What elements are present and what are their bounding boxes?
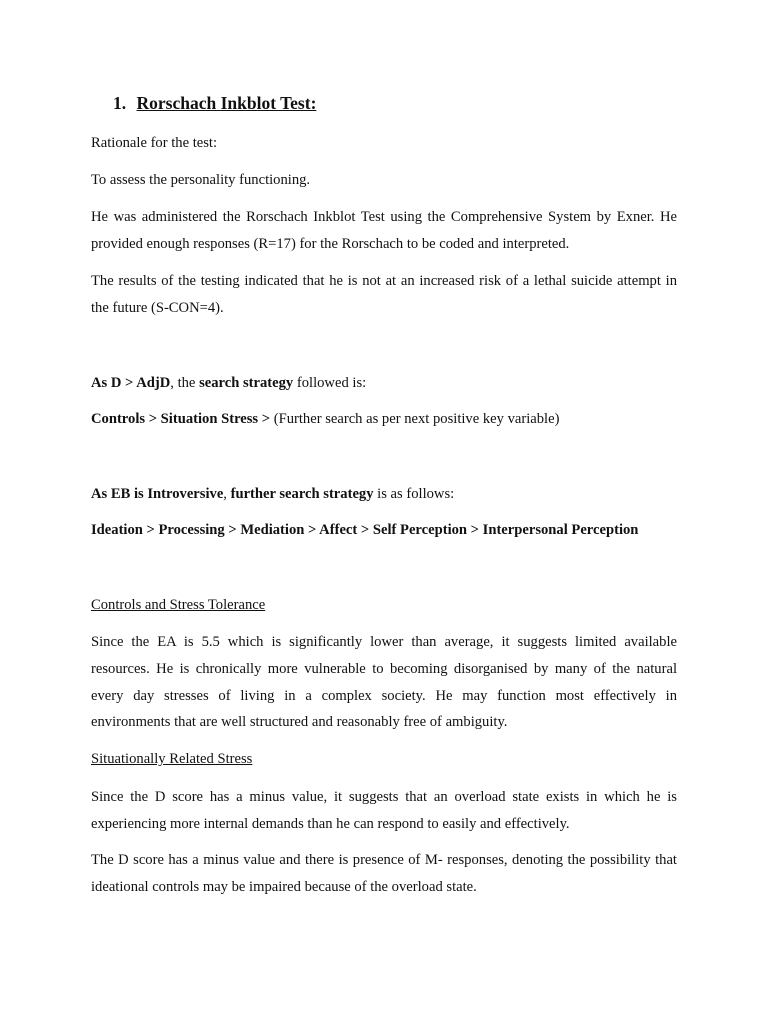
controls-section-title-text: Controls and Stress Tolerance [91, 597, 266, 613]
administration-line-1: He was administered the Rorschach Inkblot Test using the Comprehensive System by Exner. He [91, 209, 677, 225]
situational-section-title [91, 746, 677, 773]
strategy-term: search strategy [199, 375, 294, 391]
situational-para1-line-1: Since the D score has a minus value, it suggests that an overload state exists in which he is [91, 789, 677, 805]
strategy-tail: followed is: [293, 375, 367, 391]
further-strategy-path [91, 517, 677, 544]
heading-title: Rorschach Inkblot Test: [136, 93, 317, 113]
section-heading [113, 93, 316, 114]
controls-line-2: resources. He is chronically more vulnerable to becoming disorganised by many of the natural [91, 661, 677, 677]
further-strategy-tail: is as follows: [373, 486, 455, 502]
situational-section-title-text: Situationally Related Stress [91, 751, 253, 767]
strategy-sep: , the [170, 375, 200, 391]
controls-line-1: Since the EA is 5.5 which is significantly lower than average, it suggests limited available [91, 634, 677, 650]
further-strategy-term: further search strategy [230, 486, 374, 502]
situational-para1-line-2: experiencing more internal demands than he can respond to easily and effectively. [91, 816, 570, 832]
purpose-text: To assess the personality functioning. [91, 172, 311, 188]
further-strategy-condition: As EB is Introversive [91, 486, 224, 502]
rationale-label: Rationale for the test: [91, 135, 218, 151]
further-strategy-intro [91, 481, 677, 508]
strategy-condition: As D > AdjD [91, 375, 171, 391]
controls-line-3: every day stresses of living in a complex society. He may function most effectively in [91, 688, 677, 704]
situational-para2-line-2: ideational controls may be impaired because of the overload state. [91, 879, 477, 895]
further-strategy-sep: , [223, 486, 231, 502]
search-strategy-path [91, 406, 677, 433]
strategy-path-note: (Further search as per next positive key variable) [270, 411, 560, 427]
further-strategy-path-text: Ideation > Processing > Mediation > Affect > Self Perception > Interpersonal Perception [91, 522, 639, 538]
search-strategy-intro [91, 370, 677, 397]
controls-section-title [91, 592, 677, 619]
strategy-path-bold: Controls > Situation Stress > [91, 411, 271, 427]
situational-para2-line-1: The D score has a minus value and there is presence of M- responses, denoting the possibility that [91, 852, 677, 868]
heading-number: 1. [113, 93, 127, 113]
results-line-1: The results of the testing indicated that he is not at an increased risk of a lethal suicide attempt in [91, 273, 677, 289]
results-line-2: the future (S-CON=4). [91, 300, 224, 316]
administration-line-2: provided enough responses (R=17) for the Rorschach to be coded and interpreted. [91, 236, 570, 252]
controls-line-4: environments that are well structured and reasonably free of ambiguity. [91, 714, 508, 730]
